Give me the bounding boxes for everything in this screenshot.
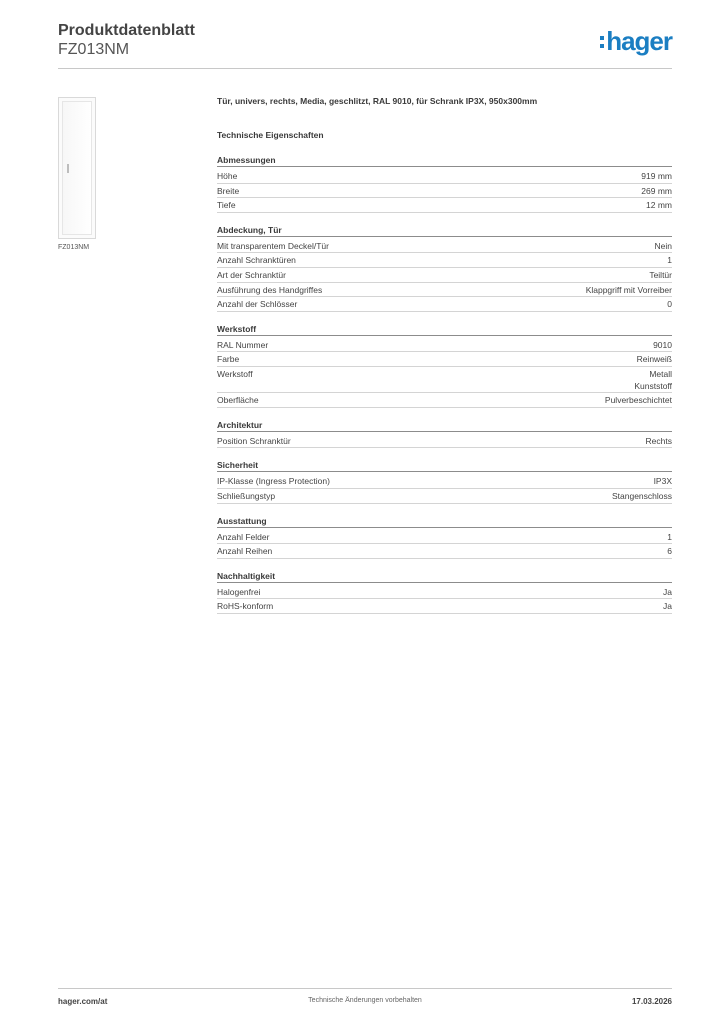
- group-title: Werkstoff: [217, 323, 257, 334]
- group-divider: [217, 527, 672, 528]
- footer-website-link[interactable]: hager.com/at: [58, 997, 108, 1006]
- property-label: IP-Klasse (Ingress Protection): [217, 476, 330, 487]
- footer-divider: [58, 988, 672, 989]
- group-title: Abmessungen: [217, 155, 276, 165]
- property-row: [217, 585, 672, 600]
- property-value: 12 mm: [646, 200, 672, 211]
- group-divider: [217, 431, 672, 432]
- group-divider: [217, 471, 672, 472]
- group-title: Sicherheit: [217, 460, 259, 471]
- property-value: 6: [667, 546, 672, 557]
- property-row: [217, 530, 672, 545]
- property-group: [217, 571, 672, 614]
- specification-content: [217, 96, 672, 626]
- property-label: Anzahl Felder: [217, 531, 270, 542]
- door-handle-icon: [67, 164, 69, 173]
- property-label: Halogenfrei: [217, 586, 261, 597]
- property-value: Stangenschloss: [611, 490, 672, 501]
- property-label: Oberfläche: [217, 395, 259, 406]
- page-footer: [58, 997, 672, 1009]
- property-label: Werkstoff: [217, 368, 253, 379]
- property-label: Anzahl Reihen: [217, 546, 273, 557]
- footer-disclaimer: Technische Änderungen vorbehalten: [308, 997, 422, 1004]
- property-row: [217, 184, 672, 199]
- property-group: [217, 225, 672, 312]
- product-image: [58, 97, 96, 239]
- door-panel-illustration: [62, 101, 92, 235]
- logo-colon-icon: [600, 36, 604, 48]
- property-value: 9010: [653, 339, 672, 350]
- group-divider: [217, 166, 672, 167]
- property-row: [217, 198, 672, 213]
- property-label: Position Schranktür: [217, 435, 291, 446]
- property-label: Anzahl Schranktüren: [217, 255, 296, 266]
- property-value: Metall Kunststoff: [634, 368, 672, 391]
- property-row: [217, 283, 672, 298]
- property-value: 919 mm: [641, 171, 672, 181]
- property-group: [217, 420, 672, 449]
- page-title: Produktdatenblatt: [58, 22, 195, 39]
- group-title: Architektur: [217, 419, 263, 430]
- property-row: [217, 393, 672, 408]
- property-row: [217, 367, 672, 393]
- property-row: [217, 489, 672, 504]
- property-row: [217, 268, 672, 283]
- property-value: Ja: [663, 601, 672, 612]
- property-value: IP3X: [653, 476, 672, 487]
- property-row: [217, 297, 672, 312]
- property-value: 1: [667, 255, 672, 266]
- property-value: Reinweiß: [636, 354, 672, 365]
- property-label: Anzahl der Schlösser: [217, 299, 298, 310]
- property-group: [217, 460, 672, 503]
- property-row: [217, 474, 672, 489]
- property-value: Nein: [654, 240, 672, 251]
- group-divider: [217, 236, 672, 237]
- property-row: [217, 434, 672, 449]
- property-label: Breite: [217, 185, 240, 196]
- group-title: Ausstattung: [217, 515, 267, 526]
- product-description: Tür, univers, rechts, Media, geschlitzt, RAL 9010, für Schrank IP3X, 950x300mm: [217, 96, 538, 106]
- image-caption: FZ013NM: [58, 244, 90, 251]
- page-header: [58, 22, 672, 70]
- property-groups: [217, 155, 672, 614]
- property-label: Art der Schranktür: [217, 269, 286, 280]
- property-label: RAL Nummer: [217, 339, 269, 350]
- header-divider: [58, 68, 672, 69]
- property-row: [217, 599, 672, 614]
- property-value: Klappgriff mit Vorreiber: [585, 284, 672, 295]
- property-label: Mit transparentem Deckel/Tür: [217, 240, 329, 251]
- property-label: Tiefe: [217, 200, 236, 211]
- property-label: Schließungstyp: [217, 490, 276, 501]
- property-row: [217, 253, 672, 268]
- logo-wordmark: hager: [606, 26, 672, 56]
- product-number: FZ013NM: [58, 41, 130, 58]
- property-value: 269 mm: [641, 185, 672, 196]
- hager-logo[interactable]: [600, 26, 672, 56]
- group-divider: [217, 582, 672, 583]
- property-value: Pulverbeschichtet: [604, 395, 672, 406]
- property-group: [217, 516, 672, 559]
- group-divider: [217, 335, 672, 336]
- property-value: Ja: [663, 586, 672, 597]
- section-heading: Technische Eigenschaften: [217, 130, 324, 140]
- property-group: [217, 324, 672, 408]
- property-group: [217, 155, 672, 213]
- property-row: [217, 239, 672, 254]
- property-label: Farbe: [217, 354, 240, 365]
- property-row: [217, 544, 672, 559]
- property-row: [217, 169, 672, 184]
- property-row: [217, 352, 672, 367]
- property-label: RoHS-konform: [217, 601, 274, 612]
- property-value: 1: [667, 531, 672, 542]
- property-label: Ausführung des Handgriffes: [217, 284, 323, 295]
- property-value: Rechts: [645, 435, 672, 446]
- footer-date: 17.03.2026: [631, 997, 672, 1006]
- property-row: [217, 338, 672, 353]
- property-value: 0: [667, 299, 672, 310]
- property-label: Höhe: [217, 171, 238, 181]
- group-title: Abdeckung, Tür: [217, 224, 282, 235]
- group-title: Nachhaltigkeit: [217, 570, 276, 581]
- property-value: Teiltür: [649, 269, 672, 280]
